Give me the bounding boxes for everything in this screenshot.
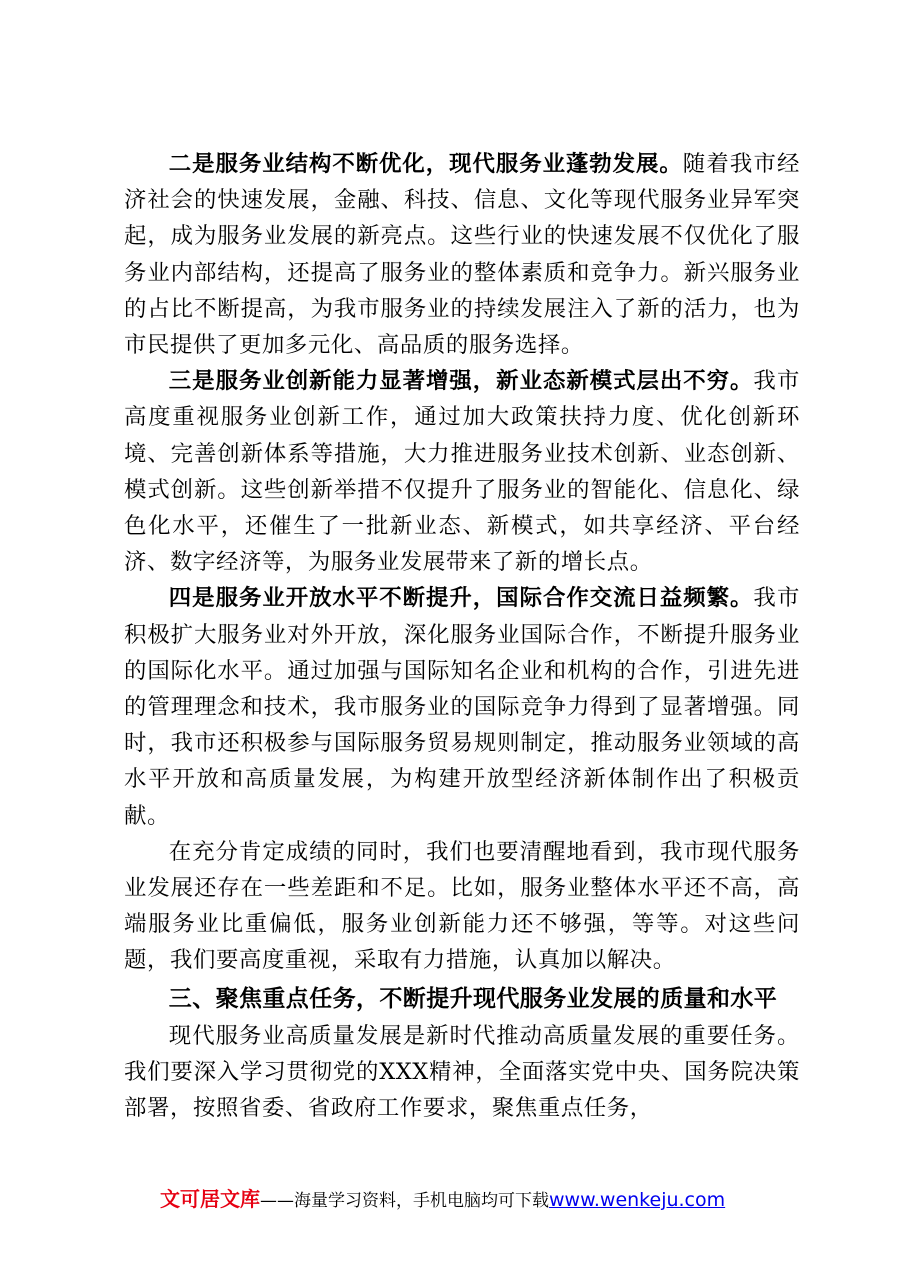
document-body: [124, 146, 800, 1126]
paragraph-innovation: [124, 363, 800, 580]
paragraph-body: 我市高度重视服务业创新工作，通过加大政策扶持力度、优化创新环境、完善创新体系等措施，大力推进服务业技术创新、业态创新、模式创新。这些创新举措不仅提升了服务业的智能化、信息化、绿色化水平，还催生了一批新业态、新模式，如共享经济、平台经济、数字经济等，为服务业发展带来了新的增长点。: [124, 368, 800, 576]
paragraph-lead: 三是服务业创新能力显著增强，新业态新模式层出不穷。: [168, 368, 754, 395]
paragraph-structure: [124, 146, 800, 363]
paragraph-body: 在充分肯定成绩的同时，我们也要清醒地看到，我市现代服务业发展还存在一些差距和不足。比如，服务业整体水平还不高，高端服务业比重偏低，服务业创新能力还不够强，等等。对这些问题，我们要高度重视，采取有力措施，认真加以解决。: [124, 838, 800, 974]
paragraph-lead: 四是服务业开放水平不断提升，国际合作交流日益频繁。: [168, 585, 754, 612]
footer-tagline: ——海量学习资料，手机电脑均可下载: [260, 1191, 549, 1211]
section-heading: 三、聚焦重点任务，不断提升现代服务业发展的质量和水平: [168, 985, 778, 1012]
footer-link[interactable]: www.wenkeju.com: [549, 1189, 726, 1211]
paragraph-lead: 二是服务业结构不断优化，现代服务业蓬勃发展。: [168, 151, 683, 177]
paragraph-opening: [124, 580, 800, 833]
paragraph-tasks: 现代服务业高质量发展是新时代推动高质量发展的重要任务。我们要深入学习贯彻党的XXX精神，全面落实党中央、国务院决策部署，按照省委、省政府工作要求，聚焦重点任务，: [124, 1022, 800, 1122]
paragraph-body: 我市积极扩大服务业对外开放，深化服务业国际合作，不断提升服务业的国际化水平。通过加强与国际知名企业和机构的合作，引进先进的管理理念和技术，我市服务业的国际竞争力得到了显著增强。同时，我市还积极参与国际服务贸易规则制定，推动服务业领域的高水平开放和高质量发展，为构建开放型经济新体制作出了积极贡献。: [124, 585, 800, 829]
paragraph-body: 随着我市经济社会的快速发展，金融、科技、信息、文化等现代服务业异军突起，成为服务业发展的新亮点。这些行业的快速发展不仅优化了服务业内部结构，还提高了服务业的整体素质和竞争力。新兴服务业的占比不断提高，为我市服务业的持续发展注入了新的活力，也为市民提供了更加多元化、高品质的服务选择。: [124, 151, 801, 359]
paragraph-shortcomings: [124, 834, 800, 979]
footer-banner: [160, 1183, 725, 1212]
footer-brand: 文可居文库: [160, 1187, 260, 1211]
